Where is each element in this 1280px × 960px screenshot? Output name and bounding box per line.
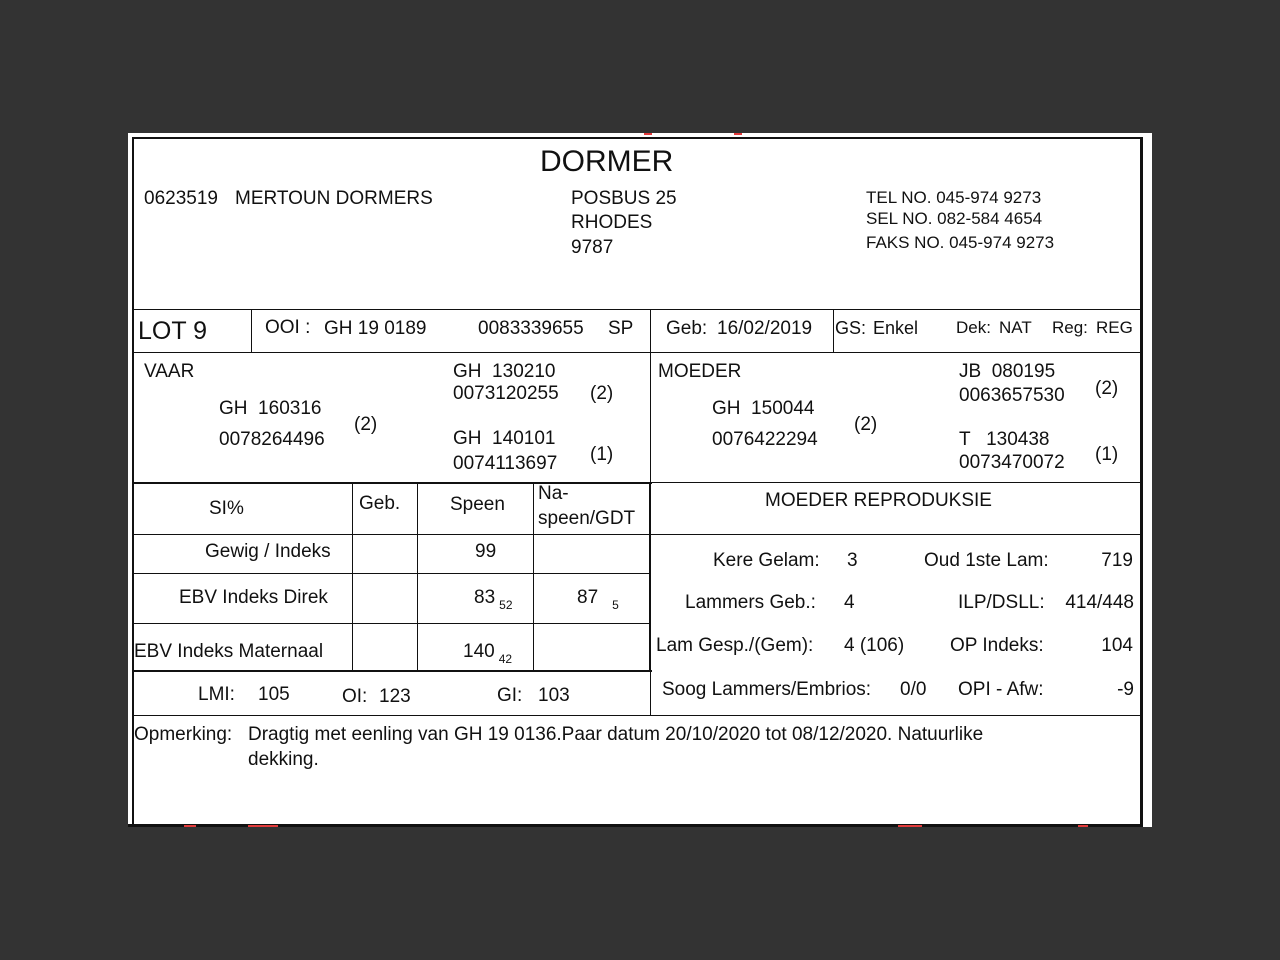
sire-dam-id: GH 140101 [453,428,556,449]
lot-number: LOT 9 [138,317,208,345]
bottom-red-mark-2 [248,825,278,827]
si-table-top-line [132,482,652,484]
si-header-geb: Geb. [359,493,401,514]
dam-id: GH 150044 [712,398,815,419]
si-col-geb-line [352,482,353,671]
sire-sire-number: 0073120255 [453,383,559,404]
gi-label: GI: [497,685,523,706]
opi-label: OPI - Afw: [958,679,1044,700]
si-table-right-line [649,482,651,672]
ooi-id: GH 19 0189 [324,318,427,339]
reg-value: REG [1096,318,1133,337]
si-header-naspeen-2: speen/GDT [538,508,636,529]
document-title: DORMER [540,145,674,178]
ilp-value: 414/448 [1065,592,1134,613]
registration-suffix: SP [608,318,634,339]
registration-number: 0083339655 [478,318,584,339]
sire-dam-number: 0074113697 [453,453,558,474]
lmi-value: 105 [258,684,290,705]
lmi-label: LMI: [198,684,235,705]
reg-label: Reg: [1052,318,1088,337]
lam-gesp-label: Lam Gesp./(Gem): [656,635,814,656]
ooi-divider [650,309,651,352]
si-row-ebv-maternal-speen-accuracy: 42 [498,652,513,666]
si-row-ebv-direct-naspeen-accuracy: 5 [612,598,619,612]
si-row1-bottom-line [132,573,650,574]
dam-sire-number: 0063657530 [959,385,1065,406]
sire-grade: (2) [354,414,378,435]
oi-value: 123 [379,686,411,707]
bottom-red-mark-1 [184,825,196,827]
opi-value: -9 [1117,679,1134,700]
si-col-naspeen-line [533,482,534,671]
si-row-ebv-maternal-speen [463,641,513,666]
remark-line-2: dekking. [248,749,319,770]
sale-catalogue-card [128,133,1152,827]
remark-top-line [132,715,1142,716]
op-indeks-label: OP Indeks: [950,635,1044,656]
remark-line-1: Dragtig met eenling van GH 19 0136.Paar datum 20/10/2020 tot 08/12/2020. Natuurlike [248,724,984,745]
si-row-weight-label: Gewig / Indeks [205,541,331,562]
dek-value: NAT [999,318,1032,337]
repro-top-line [650,482,1142,483]
oud-lam-label: Oud 1ste Lam: [924,550,1049,571]
dek-label: Dek: [956,318,991,337]
ilp-label: ILP/DSLL: [958,592,1045,613]
dam-dam-id: T 130438 [959,429,1050,450]
dam-sire-id: JB 080195 [959,361,1056,382]
si-header-speen: Speen [450,494,505,515]
gs-value: Enkel [873,318,919,338]
dam-sire-grade: (2) [1095,378,1119,399]
address-line-2: RHODES [571,212,653,233]
top-red-mark-2 [734,133,742,135]
address-line-3: 9787 [571,237,614,258]
gi-value: 103 [538,685,570,706]
si-row-ebv-direct-naspeen-value: 87 [577,587,599,608]
geb-divider [833,309,834,352]
owner-name: MERTOUN DORMERS [235,188,433,209]
oi-label: OI: [342,686,368,707]
si-row-ebv-direct-speen-value: 83 [474,587,496,608]
birth-date: 16/02/2019 [717,318,813,339]
address-line-1: POSBUS 25 [571,188,677,209]
si-row-weight-speen: 99 [475,541,497,562]
si-row2-bottom-line [132,623,650,624]
si-row-ebv-direct-speen [474,587,513,612]
kere-gelam-value: 3 [847,550,858,571]
dam-dam-number: 0073470072 [959,452,1065,473]
dam-number: 0076422294 [712,429,818,450]
si-header-bottom-line [132,534,1142,535]
reproduction-title: MOEDER REPRODUKSIE [765,490,992,511]
lammers-geb-label: Lammers Geb.: [685,592,816,613]
cellphone: SEL NO. 082-584 4654 [866,209,1043,228]
remark-label: Opmerking: [134,724,233,745]
sire-sire-grade: (2) [590,383,614,404]
lot-row-top-line [132,309,1142,310]
si-col-speen-line [417,482,418,671]
dam-grade: (2) [854,414,878,435]
sire-label: VAAR [144,361,195,382]
si-header-si: SI% [209,498,244,519]
frame-top-line [132,137,1143,139]
si-row-ebv-maternal-speen-value: 140 [463,641,495,662]
si-row-ebv-maternal-label: EBV Indeks Maternaal [134,641,324,662]
sire-id: GH 160316 [219,398,322,419]
top-red-mark [644,133,652,135]
lot-divider [251,309,252,352]
soog-label: Soog Lammers/Embrios: [662,679,872,700]
si-row-ebv-direct-speen-accuracy: 52 [499,598,513,612]
lam-gesp-value: 4 (106) [844,635,905,656]
gs-label: GS: [835,318,867,338]
kere-gelam-label: Kere Gelam: [713,550,820,571]
bottom-red-mark-4 [1078,825,1088,827]
owner-code: 0623519 [144,188,218,209]
bottom-red-mark-3 [898,825,922,827]
dam-label: MOEDER [658,361,742,382]
telephone: TEL NO. 045-974 9273 [866,188,1042,207]
si-table-bottom-line [132,670,652,672]
sire-dam-grade: (1) [590,444,614,465]
lammers-geb-value: 4 [844,592,855,613]
ooi-label: OOI : [265,317,311,338]
soog-value: 0/0 [900,679,927,700]
oud-lam-value: 719 [1101,550,1133,571]
si-row-ebv-direct-label: EBV Indeks Direk [179,587,328,608]
frame-bottom-line [128,824,1143,827]
birth-date-label: Geb: [666,318,708,339]
sire-sire-id: GH 130210 [453,361,556,382]
lot-row-bottom-line [132,352,1142,353]
op-indeks-value: 104 [1101,635,1133,656]
dam-dam-grade: (1) [1095,444,1119,465]
fax: FAKS NO. 045-974 9273 [866,233,1055,252]
sire-number: 0078264496 [219,429,325,450]
si-row-ebv-direct-naspeen [577,587,619,612]
si-header-naspeen-1: Na- [538,483,569,504]
